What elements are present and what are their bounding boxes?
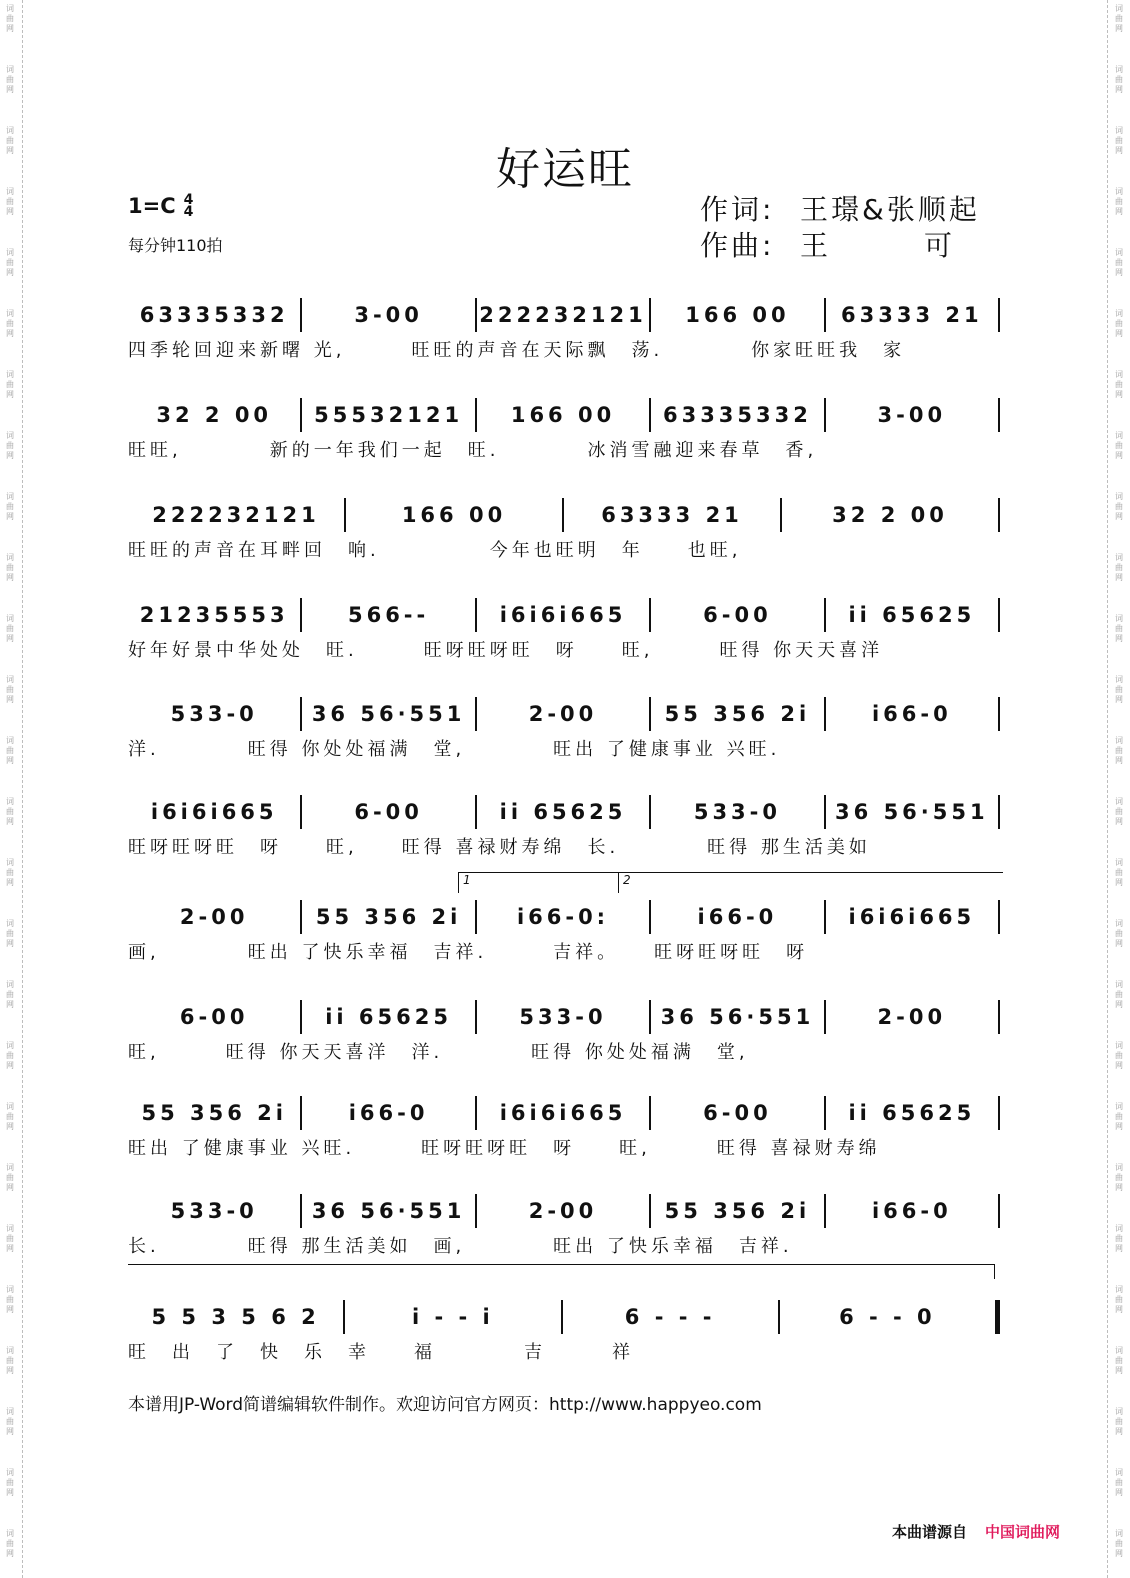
- measure: 55 356 2i: [141, 1101, 287, 1125]
- measure: 32 2 00: [156, 403, 273, 427]
- watermark-text: 词曲网: [6, 248, 14, 277]
- source-label: 本曲谱源自: [892, 1523, 968, 1541]
- watermark-text: 词曲网: [6, 980, 14, 1009]
- lyricist-name: 王璟&张顺起: [800, 193, 980, 226]
- watermark-text: 词曲网: [6, 431, 14, 460]
- measure: 3-00: [354, 303, 423, 327]
- notation-line: [128, 1300, 1000, 1334]
- bar-line: [998, 398, 1000, 432]
- bar-line: [998, 1096, 1000, 1130]
- lyrics-line: 旺呀旺呀旺 呀 旺, 旺得 喜禄财寿绵 长. 旺得 那生活美如: [128, 837, 871, 858]
- bar-line: [998, 795, 1000, 829]
- watermark-text: 词曲网: [6, 1468, 14, 1497]
- watermark-text: 词曲网: [6, 858, 14, 887]
- volta-bracket: 1: [458, 872, 619, 893]
- bar-line: [998, 598, 1000, 632]
- watermark-text: 词曲网: [1115, 858, 1123, 887]
- measure: i66-0: [871, 702, 952, 726]
- credits: [700, 192, 980, 264]
- measure: 222232121: [152, 503, 320, 527]
- measure: 63335332: [662, 403, 812, 427]
- lyricist-label: 作词:: [700, 193, 775, 226]
- measure: 55 356 2i: [664, 1199, 811, 1223]
- watermark-text: 词曲网: [1115, 553, 1123, 582]
- watermark-text: 词曲网: [1115, 126, 1123, 155]
- watermark-text: 词曲网: [1115, 1163, 1123, 1192]
- left-watermark-strip: [0, 0, 23, 1578]
- measure: 2-00: [528, 702, 598, 726]
- measure: i - - i: [411, 1305, 494, 1329]
- watermark-text: 词曲网: [6, 370, 14, 399]
- watermark-text: 词曲网: [1115, 797, 1123, 826]
- watermark-text: 词曲网: [1115, 1346, 1123, 1375]
- measure: 36 56·551: [311, 1199, 466, 1223]
- bar-line: [995, 1300, 1000, 1334]
- measure: 6-00: [703, 1101, 772, 1125]
- watermark-text: 词曲网: [6, 1529, 14, 1558]
- key-signature: [128, 194, 193, 218]
- bar-line: [998, 900, 1000, 934]
- bar-line: [998, 1000, 1000, 1034]
- measure: i66-0: [697, 905, 778, 929]
- watermark-text: 词曲网: [6, 4, 14, 33]
- lyrics-line: 四季轮回迎来新曙 光, 旺旺的声音在天际飘 荡. 你家旺旺我 家: [128, 340, 906, 361]
- lyrics-line: 旺, 旺得 你天天喜洋 洋. 旺得 你处处福满 堂,: [128, 1042, 749, 1063]
- watermark-text: 词曲网: [6, 492, 14, 521]
- watermark-text: 词曲网: [6, 1407, 14, 1436]
- measure: 36 56·551: [835, 800, 989, 824]
- measure: 55532121: [314, 403, 464, 427]
- measure: 55 356 2i: [664, 702, 811, 726]
- watermark-text: 词曲网: [6, 309, 14, 338]
- lyrics-line: 长. 旺得 那生活美如 画, 旺出 了快乐幸福 吉祥.: [128, 1236, 793, 1257]
- phrase-line: [128, 1264, 995, 1279]
- notation-line: [128, 1000, 1000, 1034]
- watermark-text: 词曲网: [1115, 1102, 1123, 1131]
- notation-line: [128, 900, 1000, 934]
- measure: 222232121: [479, 303, 647, 327]
- watermark-text: 词曲网: [6, 1285, 14, 1314]
- watermark-text: 词曲网: [1115, 309, 1123, 338]
- lyrics-line: 画, 旺出 了快乐幸福 吉祥. 吉祥。 旺呀旺呀旺 呀: [128, 942, 809, 963]
- measure: 21235553: [139, 603, 289, 627]
- watermark-text: 词曲网: [1115, 65, 1123, 94]
- measure: 3-00: [877, 403, 947, 427]
- watermark-text: 词曲网: [6, 1041, 14, 1070]
- watermark-text: 词曲网: [1115, 919, 1123, 948]
- measure: 32 2 00: [832, 503, 948, 527]
- notation-line: [128, 1096, 1000, 1130]
- lyricist-line: [700, 192, 980, 228]
- watermark-text: 词曲网: [6, 187, 14, 216]
- measure: 2-00: [179, 905, 249, 929]
- bar-line: [998, 498, 1000, 532]
- measure: 166 00: [685, 303, 790, 327]
- time-signature: 4 4: [183, 192, 194, 220]
- measure: 6 - - -: [624, 1305, 716, 1329]
- lyrics-line: 旺 出 了 快 乐 幸 福 吉 祥: [128, 1342, 634, 1363]
- measure: i6i6i665: [150, 800, 278, 824]
- measure: i66-0: [871, 1199, 952, 1223]
- measure: 6 - - 0: [839, 1305, 936, 1329]
- watermark-text: 词曲网: [6, 553, 14, 582]
- notation-line: [128, 598, 1000, 632]
- bar-line: [998, 697, 1000, 731]
- measure: 63333 21: [841, 303, 983, 327]
- watermark-text: 词曲网: [1115, 1041, 1123, 1070]
- watermark-text: 词曲网: [1115, 1285, 1123, 1314]
- measure: 533-0: [170, 702, 258, 726]
- measure: i66-0:: [516, 905, 610, 929]
- watermark-text: 词曲网: [1115, 1224, 1123, 1253]
- watermark-text: 词曲网: [1115, 492, 1123, 521]
- watermark-text: 词曲网: [1115, 431, 1123, 460]
- watermark-text: 词曲网: [6, 797, 14, 826]
- measure: 55 356 2i: [315, 905, 462, 929]
- measure: ii 65625: [499, 800, 627, 824]
- measure: 533-0: [693, 800, 781, 824]
- watermark-text: 词曲网: [1115, 1407, 1123, 1436]
- notation-line: [128, 398, 1000, 432]
- watermark-text: 词曲网: [6, 1163, 14, 1192]
- watermark-text: 词曲网: [6, 675, 14, 704]
- watermark-text: 词曲网: [6, 1224, 14, 1253]
- composer-name: 王 可: [800, 229, 956, 262]
- watermark-text: 词曲网: [1115, 675, 1123, 704]
- watermark-text: 词曲网: [6, 1102, 14, 1131]
- watermark-text: 词曲网: [6, 126, 14, 155]
- measure: 533-0: [519, 1005, 607, 1029]
- watermark-text: 词曲网: [1115, 1529, 1123, 1558]
- watermark-text: 词曲网: [1115, 187, 1123, 216]
- bar-line: [998, 1194, 1000, 1228]
- watermark-text: 词曲网: [1115, 736, 1123, 765]
- watermark-text: 词曲网: [1115, 614, 1123, 643]
- tempo-marking: 每分钟110拍: [128, 236, 223, 255]
- footer-note: 本谱用JP-Word简谱编辑软件制作。欢迎访问官方网页：http://www.happyeo.com: [128, 1395, 762, 1415]
- measure: ii 65625: [848, 1101, 976, 1125]
- watermark-text: 词曲网: [6, 736, 14, 765]
- measure: 2-00: [528, 1199, 598, 1223]
- watermark-text: 词曲网: [1115, 370, 1123, 399]
- notation-line: [128, 1194, 1000, 1228]
- measure: 63335332: [139, 303, 289, 327]
- bar-line: [998, 298, 1000, 332]
- measure: 5 5 3 5 6 2: [151, 1305, 320, 1329]
- source-site[interactable]: 中国词曲网: [985, 1523, 1061, 1541]
- lyrics-line: 旺旺, 新的一年我们一起 旺. 冰消雪融迎来春草 香,: [128, 440, 818, 461]
- lyrics-line: 好年好景中华处处 旺. 旺呀旺呀旺 呀 旺, 旺得 你天天喜洋: [128, 640, 884, 661]
- watermark-text: 词曲网: [6, 919, 14, 948]
- watermark-text: 词曲网: [1115, 4, 1123, 33]
- right-watermark-strip: [1107, 0, 1130, 1578]
- measure: 566--: [347, 603, 430, 627]
- measure: 2-00: [877, 1005, 947, 1029]
- notation-line: [128, 298, 1000, 332]
- notation-line: [128, 498, 1000, 532]
- notation-line: [128, 795, 1000, 829]
- notation-line: [128, 697, 1000, 731]
- measure: 6-00: [179, 1005, 249, 1029]
- watermark-text: 词曲网: [1115, 980, 1123, 1009]
- measure: 166 00: [401, 503, 507, 527]
- watermark-text: 词曲网: [6, 65, 14, 94]
- lyrics-line: 旺出 了健康事业 兴旺. 旺呀旺呀旺 呀 旺, 旺得 喜禄财寿绵: [128, 1138, 881, 1159]
- measure: ii 65625: [325, 1005, 452, 1029]
- watermark-text: 词曲网: [6, 614, 14, 643]
- composer-label: 作曲:: [700, 229, 775, 262]
- watermark-text: 词曲网: [6, 1346, 14, 1375]
- measure: ii 65625: [848, 603, 976, 627]
- measure: i6i6i665: [499, 1101, 627, 1125]
- measure: 166 00: [510, 403, 616, 427]
- watermark-text: 词曲网: [1115, 248, 1123, 277]
- measure: i6i6i665: [848, 905, 976, 929]
- measure: 533-0: [170, 1199, 258, 1223]
- lyrics-line: 旺旺的声音在耳畔回 响. 今年也旺明 年 也旺,: [128, 540, 742, 561]
- measure: 36 56·551: [311, 702, 466, 726]
- composer-line: [700, 228, 980, 264]
- measure: 63333 21: [601, 503, 743, 527]
- song-title: 好运旺: [496, 144, 634, 195]
- source-credit: [892, 1521, 1060, 1542]
- watermark-text: 词曲网: [1115, 1468, 1123, 1497]
- measure: i6i6i665: [499, 603, 627, 627]
- measure: i66-0: [348, 1101, 429, 1125]
- volta-bracket: 2: [618, 872, 1003, 893]
- measure: 6-00: [703, 603, 772, 627]
- key-label: 1=C: [128, 194, 176, 218]
- measure: 6-00: [354, 800, 423, 824]
- lyrics-line: 洋. 旺得 你处处福满 堂, 旺出 了健康事业 兴旺.: [128, 739, 781, 760]
- measure: 36 56·551: [660, 1005, 815, 1029]
